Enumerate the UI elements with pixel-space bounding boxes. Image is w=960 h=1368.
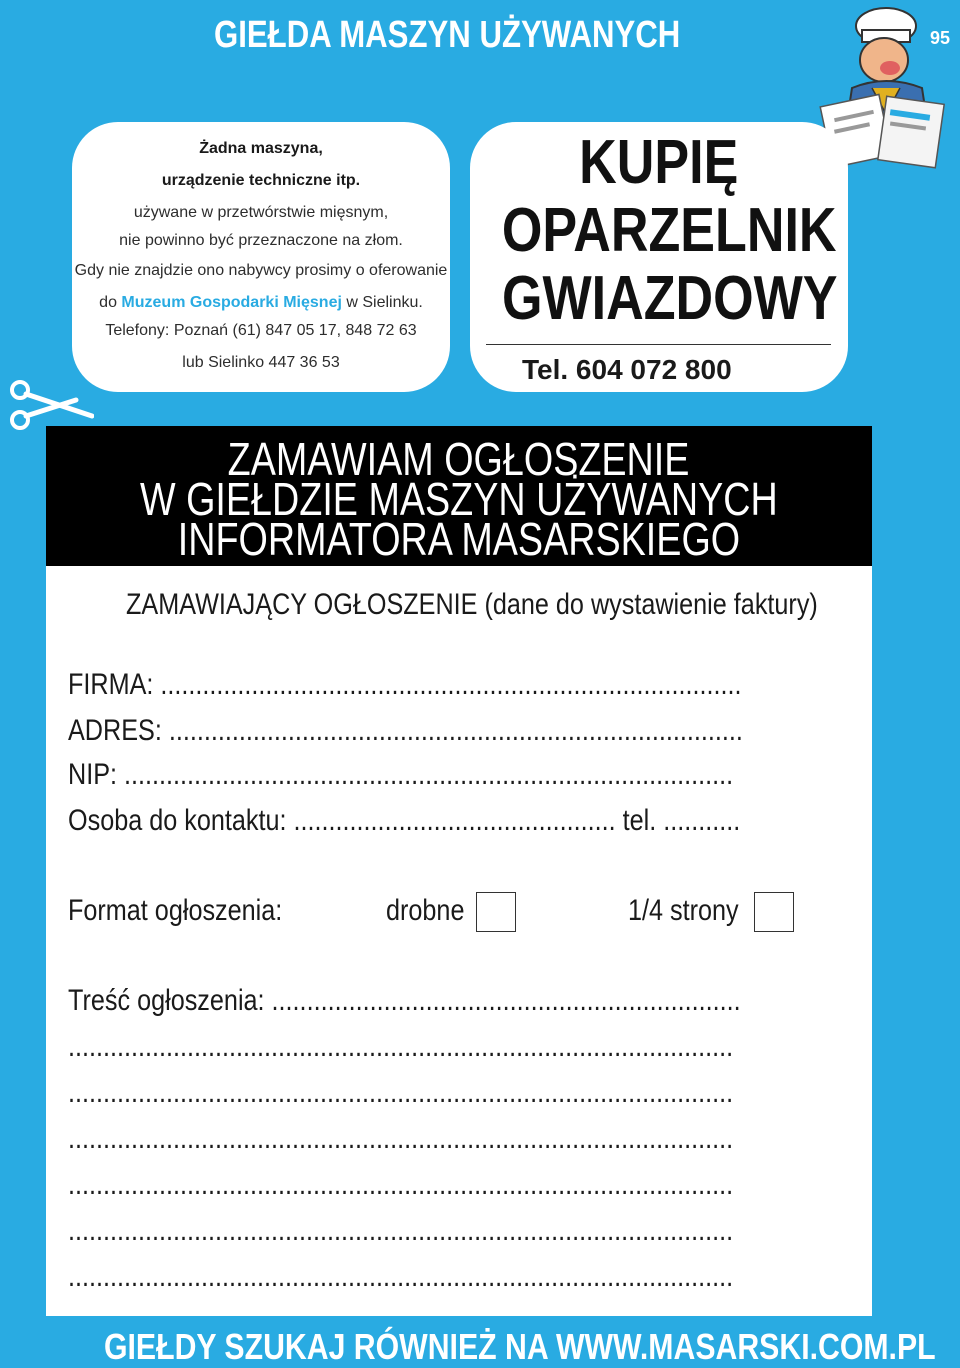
option-small-checkbox[interactable] bbox=[476, 892, 516, 932]
buy-phone: Tel. 604 072 800 bbox=[522, 354, 732, 385]
page-number: 95 bbox=[930, 28, 951, 48]
museum-name: Muzeum Gospodarki Mięsnej bbox=[121, 294, 342, 311]
buy-line-3: GWIAZDOWY bbox=[501, 264, 838, 333]
info-line-2: urządzenie techniczne itp. bbox=[161, 172, 361, 189]
museum-info-box bbox=[72, 122, 450, 392]
info-line-4: nie powinno być przeznaczone na złom. bbox=[119, 232, 403, 249]
content-line[interactable]: ............................................................................................... bbox=[68, 1260, 734, 1293]
form-header bbox=[46, 426, 872, 566]
divider bbox=[486, 344, 831, 345]
info-line-6-post: w Sielinku. bbox=[341, 294, 423, 311]
info-line-3: używane w przetwórstwie mięsnym, bbox=[133, 204, 389, 221]
form-header-line-1: ZAMAWIAM OGŁOSZENIE bbox=[228, 433, 690, 485]
option-quarter-label: 1/4 strony bbox=[628, 894, 739, 927]
contact-field[interactable]: Osoba do kontaktu: .............................................. tel. ........... bbox=[68, 804, 741, 837]
format-label: Format ogłoszenia: bbox=[68, 894, 283, 927]
content-label[interactable]: Treść ogłoszenia: ................................................................... bbox=[68, 984, 741, 1017]
buy-line-1: KUPIĘ bbox=[579, 128, 739, 197]
info-phones: Telefony: Poznań (61) 847 05 17, 848 72 63 bbox=[105, 322, 417, 339]
info-line-6 bbox=[72, 294, 450, 312]
buy-line-2: OPARZELNIK bbox=[501, 196, 837, 265]
order-form bbox=[46, 426, 872, 1316]
address-field[interactable]: ADRES: .................................................................................. bbox=[68, 714, 743, 747]
form-header-line-2: W GIEŁDZIE MASZYN UŻYWANYCH bbox=[140, 473, 778, 525]
info-line-1: Żadna maszyna, bbox=[199, 140, 323, 157]
form-subtitle: ZAMAWIAJĄCY OGŁOSZENIE (dane do wystawienie faktury) bbox=[126, 588, 818, 621]
option-quarter-checkbox[interactable] bbox=[754, 892, 794, 932]
form-header-line-3: INFORMATORA MASARSKIEGO bbox=[177, 513, 741, 565]
info-line-5: Gdy nie znajdzie ono nabywcy prosimy o oferowanie bbox=[74, 262, 448, 279]
buy-ad-box bbox=[470, 122, 848, 392]
page-header-title: GIEŁDA MASZYN UŻYWANYCH bbox=[214, 14, 681, 56]
company-field[interactable]: FIRMA: ................................................................................... bbox=[68, 668, 742, 701]
content-line[interactable]: ............................................................................................... bbox=[68, 1076, 734, 1109]
content-line[interactable]: ............................................................................................... bbox=[68, 1214, 734, 1247]
content-line[interactable]: ............................................................................................... bbox=[68, 1168, 734, 1201]
footer-website-note: GIEŁDY SZUKAJ RÓWNIEŻ NA WWW.MASARSKI.COM.PL bbox=[104, 1326, 936, 1367]
option-small-label: drobne bbox=[386, 894, 465, 927]
info-line-6-pre: do bbox=[99, 294, 122, 311]
content-line[interactable]: ............................................................................................... bbox=[68, 1030, 734, 1063]
content-line[interactable]: ............................................................................................... bbox=[68, 1122, 734, 1155]
nip-field[interactable]: NIP: ....................................................................................... bbox=[68, 758, 734, 791]
info-phones-sielinko: lub Sielinko 447 36 53 bbox=[182, 354, 340, 371]
